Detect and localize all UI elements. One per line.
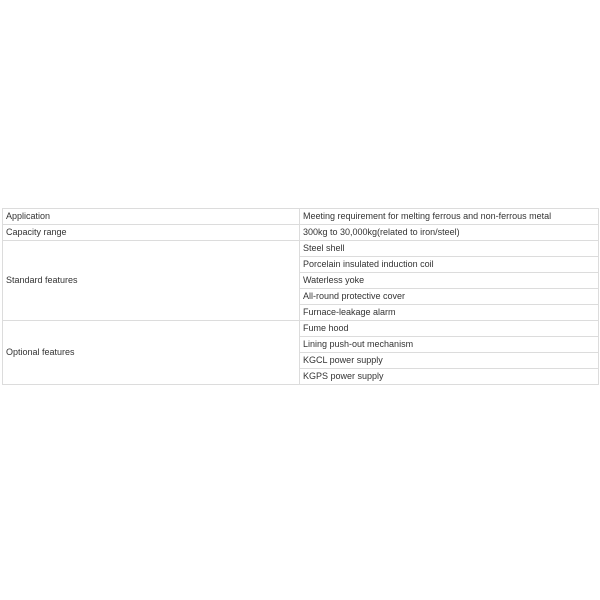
row-value: All-round protective cover <box>300 289 599 305</box>
row-label: Optional features <box>3 321 300 385</box>
spec-table-body <box>3 209 599 385</box>
table-row <box>3 209 599 225</box>
row-value: KGCL power supply <box>300 353 599 369</box>
row-value: Meeting requirement for melting ferrous and non-ferrous metal <box>300 209 599 225</box>
row-value: Fume hood <box>300 321 599 337</box>
row-label: Standard features <box>3 241 300 321</box>
row-value: Furnace-leakage alarm <box>300 305 599 321</box>
table-row <box>3 321 599 337</box>
row-value: 300kg to 30,000kg(related to iron/steel) <box>300 225 599 241</box>
row-label: Application <box>3 209 300 225</box>
row-value: Waterless yoke <box>300 273 599 289</box>
spec-table <box>2 208 599 385</box>
table-row <box>3 241 599 257</box>
table-row <box>3 225 599 241</box>
row-value: Porcelain insulated induction coil <box>300 257 599 273</box>
row-value: Steel shell <box>300 241 599 257</box>
row-label: Capacity range <box>3 225 300 241</box>
row-value: Lining push-out mechanism <box>300 337 599 353</box>
row-value: KGPS power supply <box>300 369 599 385</box>
